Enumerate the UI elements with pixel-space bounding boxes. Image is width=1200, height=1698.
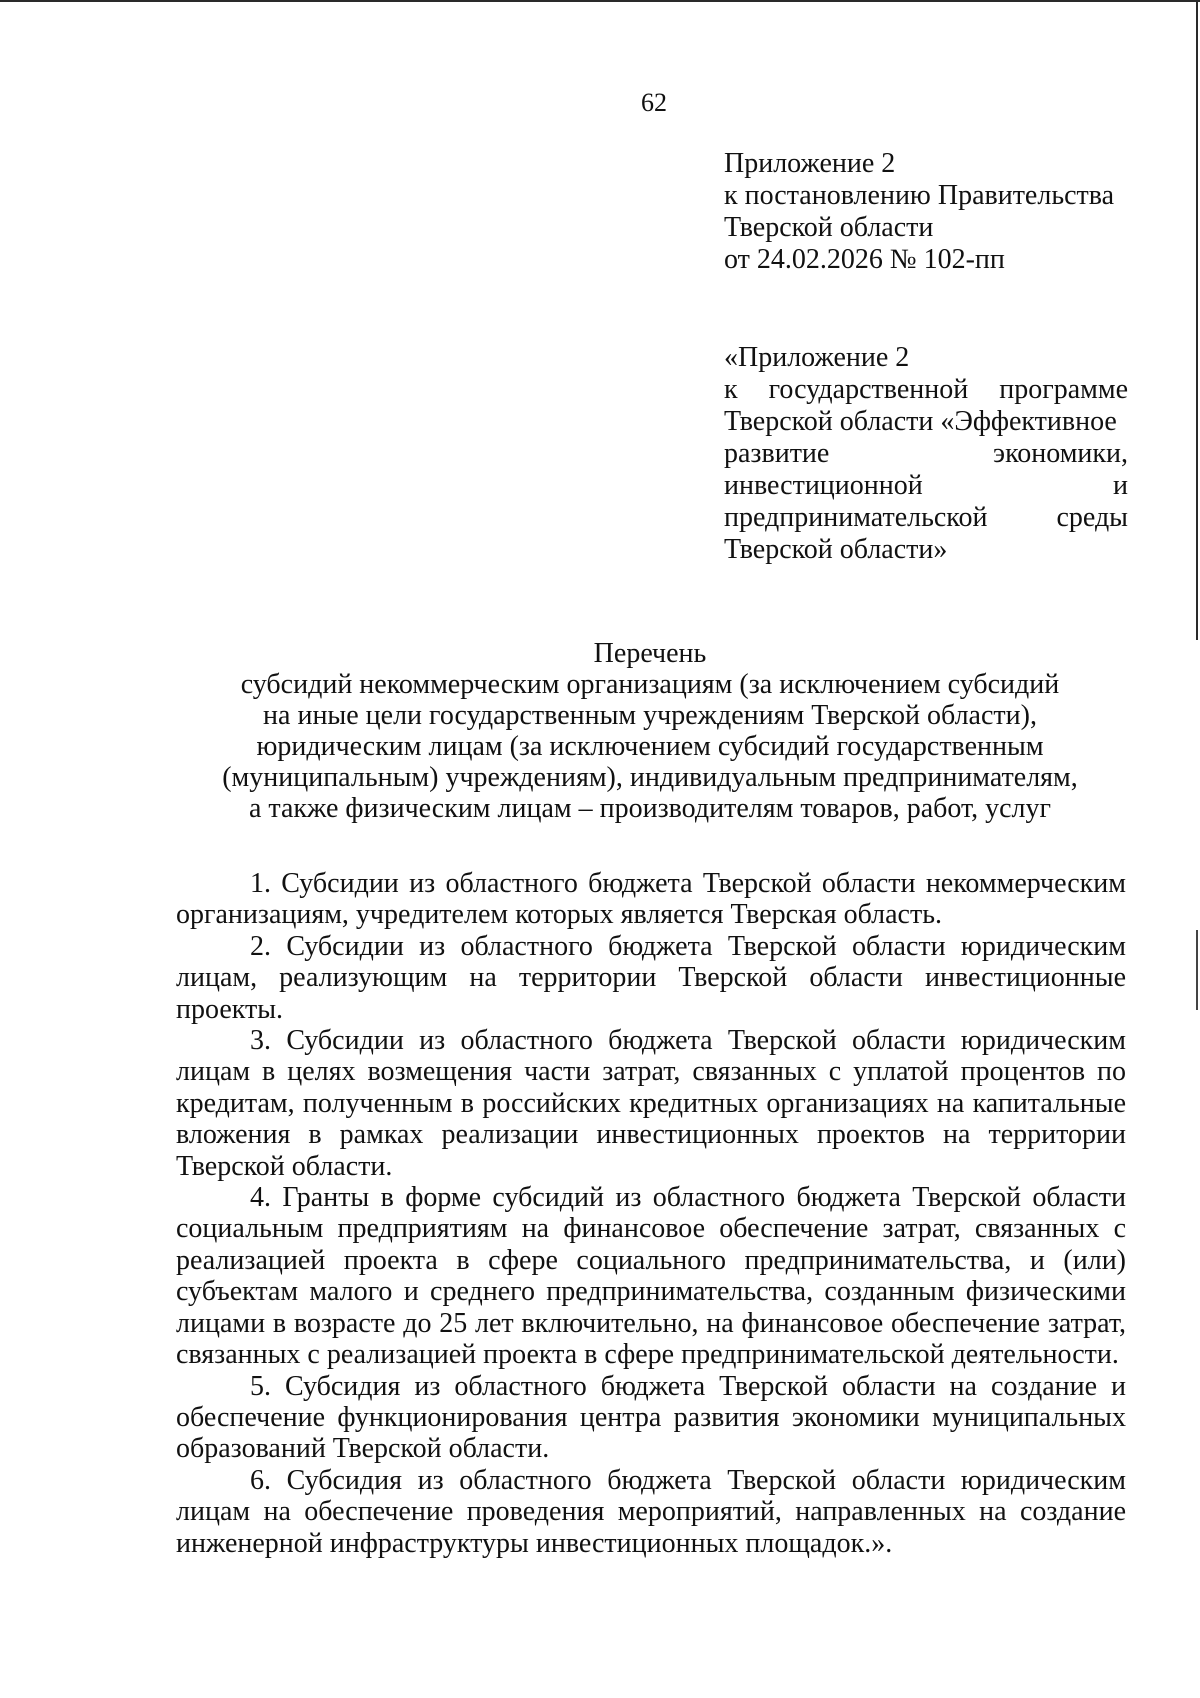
annex-word: государственной (768, 374, 969, 405)
annex-word: инвестиционной (724, 470, 923, 501)
list-item: 4. Гранты в форме субсидий из областного бюджета Тверской области социальным предприятиям на финансовое обеспечение затрат, связанных с реализацией проекта в сфере социального предпринимательства, и (или) субъектам малого и среднего предпринимательства, созданным физическими лицами в возрасте до 25 лет включительно, на финансовое обеспечение затрат, связанных с реализацией проекта в сфере предпринимательской деятельности. (176, 1182, 1126, 1371)
annex-word: к (724, 374, 738, 405)
annex-word: и (1113, 470, 1128, 501)
annex-line: от 24.02.2026 № 102-пп (724, 244, 1005, 275)
title-line: юридическим лицам (за исключением субсидий государственным (256, 731, 1044, 762)
annex-line (724, 470, 1128, 502)
page-number: 62 (641, 88, 667, 117)
list-item: 5. Субсидия из областного бюджета Тверской области на создание и обеспечение функционирования центра развития экономики муниципальных образований Тверской области. (176, 1370, 1126, 1465)
list-item: 6. Субсидия из областного бюджета Тверской области юридическим лицам на обеспечение проведения мероприятий, направленных на создание инженерной инфраструктуры инвестиционных площадок.». (176, 1464, 1126, 1559)
document-title (160, 638, 1140, 824)
list-item: 2. Субсидии из областного бюджета Тверской области юридическим лицам, реализующим на территории Тверской области инвестиционные проекты. (176, 930, 1126, 1025)
annex-word: предпринимательской (724, 502, 988, 533)
annex-word: экономики, (993, 438, 1128, 469)
list-item: 1. Субсидии из областного бюджета Тверской области некоммерческим организациям, учредителем которых является Тверская область. (176, 868, 1126, 931)
annex-line (724, 502, 1128, 534)
annex-program-reference (724, 342, 1128, 566)
annex-line (724, 438, 1128, 470)
list-item: 3. Субсидии из областного бюджета Тверской области юридическим лицам в целях возмещения части затрат, связанных с уплатой процентов по кредитам, полученным в российских кредитных организациях на капитальные вложения в рамках реализации инвестиционных проектов на территории Тверской области. (176, 1025, 1126, 1182)
annex-line: Приложение 2 (724, 148, 896, 179)
title-line: на иные цели государственным учреждениям Тверской области), (263, 700, 1037, 731)
subsidy-list (176, 868, 1126, 1559)
annex-resolution-reference (724, 148, 1128, 276)
annex-line: Тверской области «Эффективное (724, 406, 1117, 437)
annex-line: к постановлению Правительства (724, 180, 1115, 211)
annex-word: программе (999, 374, 1128, 405)
scan-edge-top (0, 0, 1200, 2)
annex-line: Тверской области (724, 212, 934, 243)
annex-word: среды (1056, 502, 1128, 533)
annex-line: Тверской области» (724, 534, 948, 565)
title-line: субсидий некоммерческим организациям (за исключением субсидий (240, 669, 1060, 700)
title-line: (муниципальным) учреждениям), индивидуальным предпринимателям, (222, 762, 1078, 793)
title-line: а также физическим лицам – производителям товаров, работ, услуг (248, 793, 1052, 824)
annex-line (724, 374, 1128, 406)
annex-line: «Приложение 2 (724, 342, 910, 373)
title-heading: Перечень (593, 638, 707, 669)
annex-word: развитие (724, 438, 830, 469)
scan-edge-right-lower (1196, 930, 1198, 1010)
